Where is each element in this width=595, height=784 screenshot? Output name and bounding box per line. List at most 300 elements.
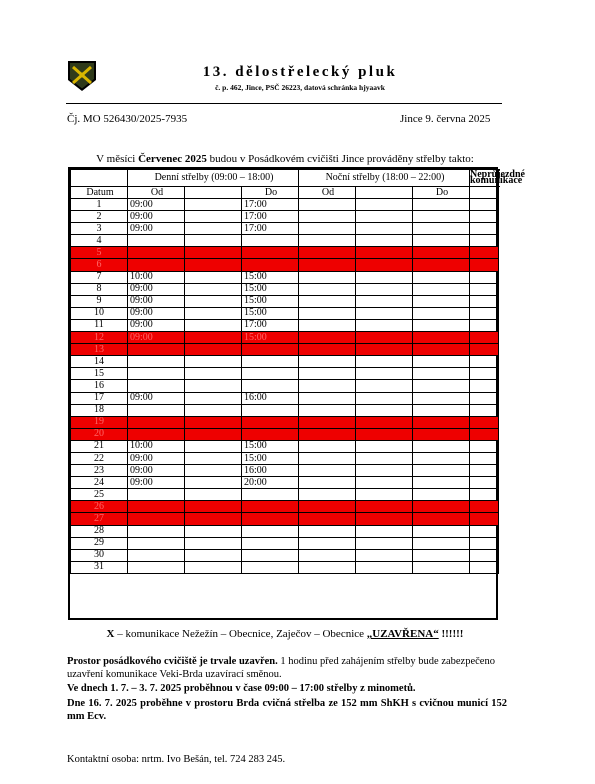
notice-closed-word: „UZAVŘENA“ [366,628,439,640]
roads-cell-a [470,513,499,525]
date-cell: 26 [71,501,128,513]
notice-exclaim: !!!!!! [438,628,464,640]
day-from-cell: 10:00 [128,271,185,283]
reference-number: Čj. MO 526430/2025-7935 [67,113,188,125]
roads-cell-a [470,247,499,259]
night-gap-cell [356,501,413,513]
night-to-cell [413,332,470,344]
night-from-cell [299,356,356,368]
day-gap-cell [185,501,242,513]
day-gap-cell [185,440,242,452]
day-from-cell [128,247,185,259]
day-gap-cell [185,319,242,331]
day-to-cell [242,549,299,561]
day-from-cell [128,235,185,247]
night-from-cell [299,477,356,489]
roads-cell-a [470,283,499,295]
night-to-cell [413,513,470,525]
day-to-cell: 15:00 [242,295,299,307]
table-row [71,199,499,211]
roads-cell-a [470,525,499,537]
roads-cell-a [470,319,499,331]
date-cell: 15 [71,368,128,380]
date-cell: 24 [71,477,128,489]
day-to-cell: 15:00 [242,307,299,319]
night-gap-cell [356,223,413,235]
day-gap-cell [185,247,242,259]
night-gap-cell [356,513,413,525]
notice-x-mark: X [106,628,115,640]
table-row [71,283,499,295]
roads-sub-header [470,187,499,199]
date-cell: 12 [71,332,128,344]
night-gap-cell [356,404,413,416]
date-cell: 27 [71,513,128,525]
date-cell: 31 [71,561,128,573]
night-from-cell [299,283,356,295]
roads-cell-a [470,501,499,513]
day-gap-cell [185,513,242,525]
closure-notice [67,628,503,640]
date-cell: 21 [71,440,128,452]
day-gap-cell [185,380,242,392]
night-firing-header: Noční střelby (18:00 – 22:00) [299,170,470,187]
table-row [71,477,499,489]
day-gap-cell [185,404,242,416]
day-gap-header [185,187,242,199]
table-row [71,513,499,525]
day-to-header: Do [242,187,299,199]
day-to-cell [242,525,299,537]
night-gap-cell [356,392,413,404]
date-cell: 23 [71,465,128,477]
day-from-cell: 09:00 [128,452,185,464]
day-gap-cell [185,561,242,573]
table-row [71,549,499,561]
table-row [71,416,499,428]
date-cell: 5 [71,247,128,259]
date-cell: 7 [71,271,128,283]
night-from-cell [299,561,356,573]
night-to-cell [413,307,470,319]
night-from-cell [299,344,356,356]
date-cell: 18 [71,404,128,416]
date-header: Datum [71,187,128,199]
day-to-cell: 15:00 [242,332,299,344]
date-cell: 3 [71,223,128,235]
day-from-cell [128,428,185,440]
day-gap-cell [185,211,242,223]
day-from-cell: 09:00 [128,465,185,477]
night-to-cell [413,319,470,331]
night-gap-cell [356,489,413,501]
contact-person: Kontaktní osoba: nrtm. Ivo Bešán, tel. 724 283 245. [67,754,286,765]
day-to-cell [242,513,299,525]
night-gap-cell [356,199,413,211]
day-from-cell: 09:00 [128,283,185,295]
day-to-cell: 15:00 [242,271,299,283]
day-to-cell: 17:00 [242,319,299,331]
night-to-cell [413,259,470,271]
roads-cell-a [470,452,499,464]
header-blank [71,170,128,187]
night-gap-cell [356,235,413,247]
day-to-cell: 20:00 [242,477,299,489]
day-from-cell: 10:00 [128,440,185,452]
night-to-cell [413,537,470,549]
roads-cell-a [470,259,499,271]
table-row [71,428,499,440]
day-to-cell [242,416,299,428]
table-row [71,452,499,464]
day-to-cell [242,235,299,247]
paragraph-area-closed-rest: 1 hodinu před zahájením střelby bude zabezpečeno uzavření komunikace Veki-Brda uzavírací směnou. [67,656,495,680]
night-from-cell [299,199,356,211]
day-from-cell [128,561,185,573]
night-to-cell [413,211,470,223]
night-to-cell [413,199,470,211]
day-to-cell [242,247,299,259]
night-to-cell [413,416,470,428]
night-gap-cell [356,211,413,223]
night-to-cell [413,477,470,489]
day-to-cell [242,344,299,356]
night-to-cell [413,392,470,404]
table-row [71,537,499,549]
night-gap-cell [356,440,413,452]
document-date: Jince 9. června 2025 [400,113,491,125]
night-from-cell [299,235,356,247]
night-gap-cell [356,271,413,283]
day-gap-cell [185,295,242,307]
day-from-cell [128,404,185,416]
roads-cell-a [470,307,499,319]
table-row [71,368,499,380]
table-row [71,440,499,452]
night-to-cell [413,356,470,368]
night-from-cell [299,295,356,307]
roads-cell-a [470,392,499,404]
night-to-cell [413,223,470,235]
roads-cell-a [470,295,499,307]
table-row [71,259,499,271]
night-to-cell [413,344,470,356]
roads-cell-a [470,199,499,211]
day-to-cell: 17:00 [242,199,299,211]
roads-cell-a [470,549,499,561]
day-from-cell: 09:00 [128,223,185,235]
night-from-cell [299,465,356,477]
night-from-cell [299,380,356,392]
day-from-cell: 09:00 [128,199,185,211]
night-gap-cell [356,477,413,489]
day-from-cell: 09:00 [128,392,185,404]
day-to-cell: 15:00 [242,452,299,464]
day-from-cell [128,344,185,356]
night-from-cell [299,392,356,404]
date-cell: 9 [71,295,128,307]
day-from-cell [128,513,185,525]
night-gap-cell [356,428,413,440]
day-to-cell [242,561,299,573]
night-gap-cell [356,561,413,573]
night-gap-header [356,187,413,199]
day-gap-cell [185,283,242,295]
day-to-cell [242,368,299,380]
table-row [71,501,499,513]
table-row [71,465,499,477]
night-gap-cell [356,525,413,537]
day-gap-cell [185,549,242,561]
date-cell: 8 [71,283,128,295]
night-gap-cell [356,452,413,464]
night-to-cell [413,283,470,295]
day-gap-cell [185,537,242,549]
paragraph-mortar-firing: Ve dnech 1. 7. – 3. 7. 2025 proběhnou v čase 09:00 – 17:00 střelby z minometů. [67,683,416,694]
night-to-cell [413,525,470,537]
day-to-cell [242,404,299,416]
table-row [71,404,499,416]
date-cell: 19 [71,416,128,428]
night-from-cell [299,247,356,259]
day-gap-cell [185,235,242,247]
day-gap-cell [185,332,242,344]
day-gap-cell [185,356,242,368]
table-row [71,525,499,537]
day-to-cell: 17:00 [242,211,299,223]
day-from-cell [128,416,185,428]
day-from-cell [128,368,185,380]
night-to-cell [413,271,470,283]
night-from-cell [299,501,356,513]
night-to-cell [413,404,470,416]
day-to-cell: 17:00 [242,223,299,235]
day-gap-cell [185,344,242,356]
firing-schedule-table [68,167,525,620]
table-row [71,356,499,368]
intro-after: budou v Posádkovém cvičišti Jince prováděny střelby takto: [206,153,474,165]
day-from-cell: 09:00 [128,295,185,307]
night-gap-cell [356,549,413,561]
day-to-cell [242,501,299,513]
night-from-cell [299,259,356,271]
night-gap-cell [356,295,413,307]
table-row [71,247,499,259]
night-gap-cell [356,259,413,271]
intro-before: V měsíci [96,153,139,165]
day-to-cell: 16:00 [242,465,299,477]
night-gap-cell [356,283,413,295]
day-from-cell [128,489,185,501]
night-to-header: Do [413,187,470,199]
paragraph-area-closed-bold: Prostor posádkového cvičiště je trvale uzavřen. [67,656,278,667]
day-to-cell [242,537,299,549]
day-from-cell: 09:00 [128,477,185,489]
day-to-cell [242,259,299,271]
unit-title: 13. dělostřelecký pluk [202,64,398,80]
day-firing-header: Denní střelby (09:00 – 18:00) [128,170,299,187]
day-from-cell: 09:00 [128,211,185,223]
date-cell: 14 [71,356,128,368]
night-gap-cell [356,368,413,380]
day-gap-cell [185,489,242,501]
night-from-cell [299,549,356,561]
intro-sentence [67,153,503,165]
day-from-cell [128,549,185,561]
date-cell: 28 [71,525,128,537]
roads-cell-a [470,465,499,477]
day-from-cell [128,259,185,271]
notice-text: – komunikace Nežežín – Obecnice, Zaječov – Obecnice [114,628,367,640]
table-row [71,235,499,247]
night-gap-cell [356,319,413,331]
day-gap-cell [185,525,242,537]
night-from-cell [299,223,356,235]
day-gap-cell [185,428,242,440]
day-gap-cell [185,368,242,380]
night-from-cell [299,404,356,416]
day-from-cell [128,356,185,368]
date-cell: 6 [71,259,128,271]
night-to-cell [413,428,470,440]
night-from-cell [299,525,356,537]
night-gap-cell [356,465,413,477]
night-to-cell [413,440,470,452]
roads-cell-a [470,211,499,223]
table-row [71,489,499,501]
roads-cell-a [470,561,499,573]
date-cell: 2 [71,211,128,223]
day-from-cell [128,380,185,392]
unit-address: č. p. 462, Jince, PSČ 26223, datová schránka hjyaavk [215,83,385,92]
day-gap-cell [185,416,242,428]
table-row [71,211,499,223]
day-to-cell [242,380,299,392]
table-row [71,307,499,319]
night-to-cell [413,452,470,464]
night-from-cell [299,271,356,283]
roads-cell-a [470,223,499,235]
date-cell: 20 [71,428,128,440]
day-gap-cell [185,307,242,319]
night-from-cell [299,319,356,331]
day-to-cell: 15:00 [242,440,299,452]
night-to-cell [413,561,470,573]
day-gap-cell [185,259,242,271]
date-cell: 10 [71,307,128,319]
roads-cell-a [470,440,499,452]
regiment-emblem-icon [67,60,97,92]
night-gap-cell [356,332,413,344]
day-to-cell [242,489,299,501]
header-divider [66,103,502,104]
roads-cell-a [470,416,499,428]
night-from-cell [299,440,356,452]
roads-cell-a [470,489,499,501]
table-row [71,271,499,283]
date-cell: 1 [71,199,128,211]
paragraph-area-closed [67,656,507,681]
roads-cell-a [470,344,499,356]
night-from-cell [299,332,356,344]
date-cell: 29 [71,537,128,549]
night-gap-cell [356,307,413,319]
night-to-cell [413,235,470,247]
roads-cell-a [470,477,499,489]
roads-cell-a [470,404,499,416]
night-to-cell [413,380,470,392]
day-to-cell [242,428,299,440]
night-gap-cell [356,380,413,392]
night-gap-cell [356,416,413,428]
day-gap-cell [185,271,242,283]
night-to-cell [413,368,470,380]
night-from-cell [299,513,356,525]
date-cell: 16 [71,380,128,392]
date-cell: 13 [71,344,128,356]
table-row [71,380,499,392]
day-to-cell [242,356,299,368]
night-to-cell [413,247,470,259]
night-from-cell [299,428,356,440]
roads-cell-a [470,537,499,549]
day-gap-cell [185,392,242,404]
date-cell: 30 [71,549,128,561]
day-from-cell [128,537,185,549]
day-from-cell [128,525,185,537]
night-gap-cell [356,344,413,356]
night-from-cell [299,452,356,464]
night-gap-cell [356,356,413,368]
roads-cell-a [470,368,499,380]
day-from-cell: 09:00 [128,332,185,344]
night-from-header: Od [299,187,356,199]
roads-cell-a [470,235,499,247]
table-row [71,344,499,356]
day-from-cell [128,501,185,513]
day-to-cell: 15:00 [242,283,299,295]
roads-header: Neprůjezdné komunikace [470,168,525,186]
roads-cell-a [470,428,499,440]
night-from-cell [299,489,356,501]
night-to-cell [413,295,470,307]
night-gap-cell [356,247,413,259]
night-to-cell [413,489,470,501]
night-from-cell [299,537,356,549]
day-gap-cell [185,452,242,464]
day-gap-cell [185,477,242,489]
date-cell: 25 [71,489,128,501]
table-row [71,295,499,307]
night-from-cell [299,211,356,223]
night-from-cell [299,368,356,380]
table-row [71,319,499,331]
day-gap-cell [185,223,242,235]
date-cell: 22 [71,452,128,464]
table-row [71,561,499,573]
day-gap-cell [185,465,242,477]
table-row [71,392,499,404]
night-to-cell [413,549,470,561]
date-cell: 4 [71,235,128,247]
day-from-cell: 09:00 [128,319,185,331]
day-from-header: Od [128,187,185,199]
night-from-cell [299,307,356,319]
date-cell: 17 [71,392,128,404]
day-from-cell: 09:00 [128,307,185,319]
day-to-cell: 16:00 [242,392,299,404]
roads-cell-a [470,356,499,368]
